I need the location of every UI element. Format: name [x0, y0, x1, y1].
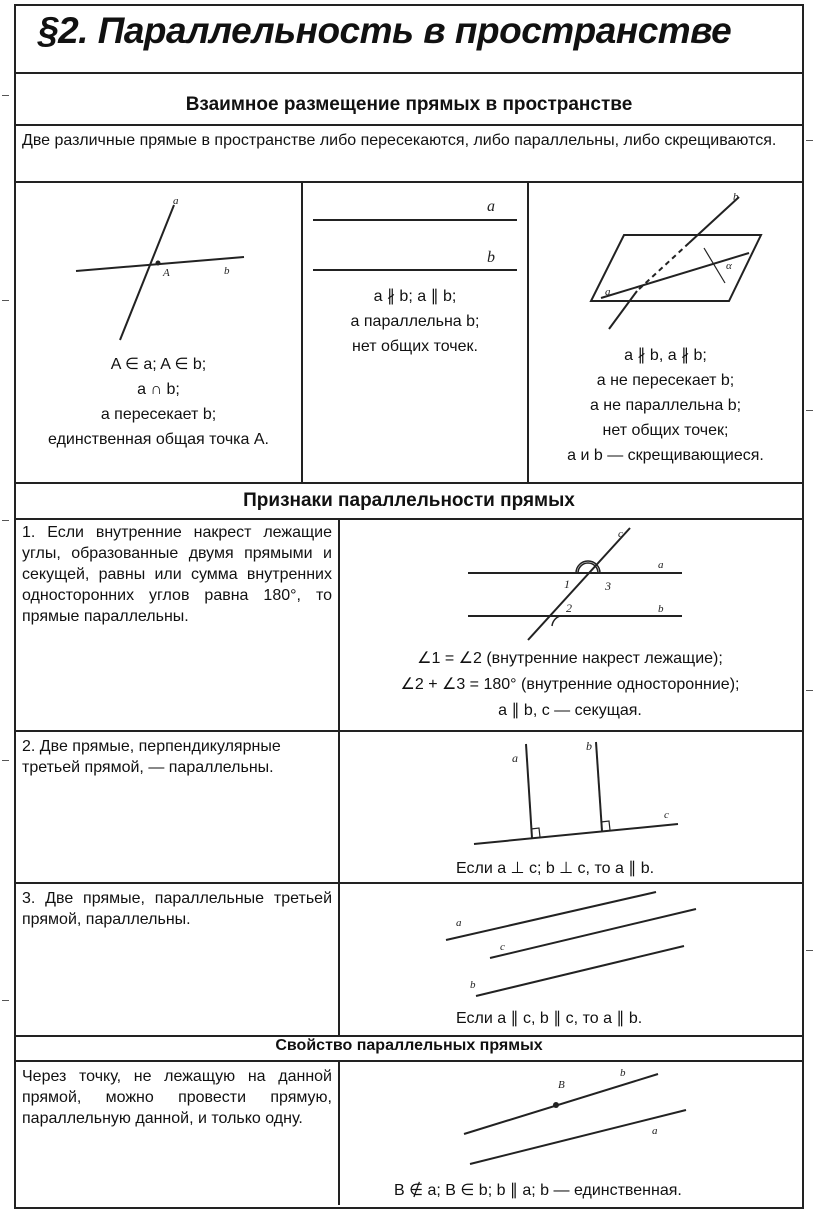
- label-2: 2: [566, 601, 572, 615]
- label-c: c: [618, 528, 623, 540]
- point-B: [553, 1102, 559, 1108]
- col1-line3: a пересекает b;: [100, 406, 217, 423]
- criterion-1-caption-2: ∠2 + ∠3 = 180° (внутренние односторонние);: [400, 676, 740, 693]
- property-caption: B ∉ a; B ∈ b; b ∥ a; b — единственная.: [394, 1182, 682, 1199]
- label-b: b: [487, 249, 495, 266]
- label-1: 1: [564, 577, 570, 591]
- margin-tick: [2, 760, 9, 761]
- line-a: [526, 744, 532, 838]
- col2-line1: a ∦ b; a ∥ b;: [373, 288, 457, 305]
- line-a: [470, 1110, 686, 1164]
- label-B: B: [558, 1079, 565, 1091]
- col2-line3: нет общих точек.: [352, 338, 478, 355]
- margin-tick: [806, 690, 813, 691]
- label-b: b: [733, 191, 739, 203]
- col1-caption: [16, 352, 301, 452]
- label-b: b: [658, 603, 664, 615]
- angle-1-arc: [578, 563, 598, 573]
- col3-caption: [529, 343, 802, 468]
- criterion-2-caption: Если a ⊥ c; b ⊥ c, то a ∥ b.: [456, 860, 655, 877]
- section3-heading: Свойство параллельных прямых: [275, 1037, 543, 1054]
- transversal-diagram: [340, 520, 800, 645]
- intersecting-lines-diagram: [16, 183, 301, 353]
- label-b: b: [586, 739, 592, 753]
- line-b-upper: [689, 197, 739, 243]
- label-3: 3: [605, 579, 611, 593]
- plane-alpha: [591, 235, 761, 301]
- criterion-3-caption: Если a ∥ c, b ∥ c, то a ∥ b.: [456, 1010, 643, 1027]
- angle-2-arc: [552, 616, 560, 626]
- table-border: [16, 482, 802, 484]
- line-c: [528, 528, 630, 640]
- col2-caption: [303, 284, 527, 359]
- criterion-2-text: 2. Две прямые, перпендикулярные третьей прямой, — параллельны.: [22, 738, 281, 776]
- col3-line2: a не пересекает b;: [596, 372, 735, 389]
- line-b-lower: [609, 291, 637, 329]
- label-a: a: [605, 286, 611, 298]
- section1-heading: Взаимное размещение прямых в пространстве: [185, 94, 633, 115]
- label-b: b: [620, 1067, 626, 1079]
- title-divider: [14, 72, 804, 74]
- section2-heading: Признаки параллельности прямых: [243, 490, 575, 511]
- criterion-1-caption: [340, 646, 800, 724]
- label-a: a: [652, 1125, 658, 1137]
- label-a: a: [487, 198, 495, 215]
- criterion-1-caption-1: ∠1 = ∠2 (внутренние накрест лежащие);: [417, 650, 723, 667]
- label-a: a: [658, 559, 664, 571]
- unique-parallel-diagram: [340, 1062, 800, 1172]
- label-a: a: [173, 195, 179, 207]
- section1-intro: Две различные прямые в пространстве либо пересекаются, либо параллельны, либо скрещиваются.: [22, 132, 777, 149]
- criterion-1-caption-3: a ∥ b, c — секущая.: [498, 702, 642, 719]
- criterion-3-text: 3. Две прямые, параллельные третьей прямой, параллельны.: [22, 890, 332, 928]
- label-b: b: [224, 265, 230, 277]
- col3-line4: нет общих точек;: [602, 422, 729, 439]
- margin-tick: [2, 1000, 9, 1001]
- col1-line1: A ∈ a; A ∈ b;: [110, 356, 207, 373]
- margin-tick: [2, 95, 9, 96]
- col3-line5: a и b — скрещивающиеся.: [567, 447, 764, 464]
- margin-tick: [806, 950, 813, 951]
- criterion-1-text: 1. Если внутренние накрест лежащие углы, образованные двумя прямыми и секущей, равны или сумма внутренних односторонних углов равна 180°, то прямые параллельны.: [22, 524, 332, 625]
- line-b: [596, 742, 602, 831]
- col2-line2: a параллельна b;: [350, 313, 480, 330]
- label-a: a: [512, 751, 518, 765]
- perpendicular-diagram: [340, 732, 800, 852]
- margin-tick: [806, 410, 813, 411]
- label-c: c: [664, 809, 669, 821]
- col3-line3: a не параллельна b;: [589, 397, 742, 414]
- col1-line2: a ∩ b;: [137, 381, 180, 398]
- label-A: A: [163, 267, 170, 279]
- margin-tick: [806, 140, 813, 141]
- col1-line4: единственная общая точка A.: [48, 431, 269, 448]
- page-title: §2. Параллельность в пространстве: [38, 10, 732, 51]
- table-border: [16, 124, 802, 126]
- label-a: a: [456, 917, 462, 929]
- margin-tick: [2, 520, 9, 521]
- skew-lines-diagram: [529, 183, 802, 343]
- three-parallels-diagram: [340, 884, 800, 1004]
- label-c: c: [500, 941, 505, 953]
- line-c: [474, 824, 678, 844]
- label-b: b: [470, 979, 476, 991]
- label-alpha: α: [726, 260, 732, 272]
- margin-tick: [2, 300, 9, 301]
- parallel-lines-diagram: [303, 183, 527, 283]
- point-A: [156, 261, 161, 266]
- col3-line1: a ∦ b, a ∦ b;: [624, 347, 707, 364]
- property-text: Через точку, не лежащую на данной прямой, можно провести прямую, параллельную данной, и только одну.: [22, 1068, 332, 1127]
- line-a: [446, 892, 656, 940]
